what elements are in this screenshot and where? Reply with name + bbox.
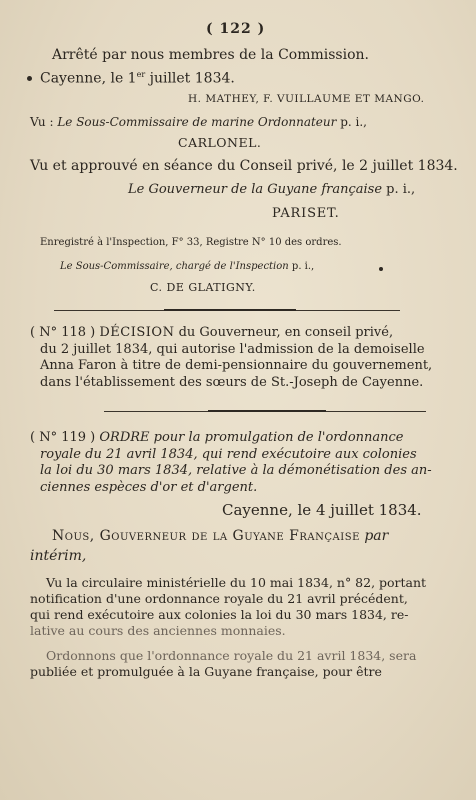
arrete-date-sup: er	[136, 70, 146, 79]
ordre-119-line: royale du 21 avril 1834, qui rend exécutoire aux colonies	[40, 446, 417, 462]
vu-label: Vu :	[30, 115, 54, 129]
separator-rule	[326, 411, 426, 412]
arrete-date	[40, 71, 235, 86]
decision-118-line1: du Gouverneur, en conseil privé,	[174, 325, 394, 340]
separator-rule	[208, 410, 326, 412]
arrete-line: Arrêté par nous membres de la Commission.	[52, 47, 369, 63]
governor-title: Le Gouverneur de la Guyane française	[128, 182, 383, 197]
separator-rule	[54, 310, 164, 311]
arrete-signatories: H. MATHEY, F. VUILLAUME ET MANGO.	[188, 93, 425, 105]
body-line: qui rend exécutoire aux colonies la loi du 30 mars 1834, re-	[30, 607, 409, 622]
ordre-119-line: la loi du 30 mars 1834, relative à la démonétisation des an-	[40, 463, 432, 478]
vu-role-tail: p. i.,	[336, 115, 367, 129]
ink-spot	[27, 76, 32, 81]
decision-118-line: Anna Faron à titre de demi-pensionnaire du gouvernement,	[40, 358, 433, 373]
ordre-119-date: Cayenne, le 4 juillet 1834.	[222, 501, 422, 519]
governor-name: PARISET.	[272, 206, 340, 221]
ordre-119-line: ciennes espèces d'or et d'argent.	[40, 479, 258, 495]
registration-role: Le Sous-Commissaire, chargé de l'Inspection	[60, 261, 289, 272]
ordre-119-number: ( N° 119 )	[30, 430, 96, 445]
registration-role-tail: p. i.,	[288, 261, 315, 272]
separator-rule	[104, 411, 208, 412]
nous-line	[52, 529, 388, 543]
body-paragraph-2	[30, 648, 462, 680]
decision-118-number: ( N° 118 )	[30, 325, 96, 340]
governor-tail: p. i.,	[382, 182, 416, 197]
decision-118-line: du 2 juillet 1834, qui autorise l'admission de la demoiselle	[40, 341, 425, 357]
interim-text: intérim,	[30, 548, 87, 564]
interim-line	[30, 549, 86, 563]
body-line: Vu la circulaire ministérielle du 10 mai 1834, n° 82, portant	[46, 575, 427, 590]
registration-role-line	[60, 262, 314, 272]
arrete-date-prefix: Cayenne, le 1	[40, 70, 137, 87]
nous-text: Nous, Gouverneur de la Guyane Française	[52, 528, 360, 544]
separator-rule	[164, 309, 296, 311]
body-line: notification d'une ordonnance royale du 21 avril précédent,	[30, 591, 408, 606]
body-line: lative au cours des anciennes monnaies.	[30, 623, 286, 638]
ordre-119-line	[30, 430, 462, 447]
separator-rule	[296, 310, 400, 311]
decision-118-line: dans l'établissement des sœurs de St.-Joseph de Cayenne.	[40, 374, 424, 390]
page-number: ( 122 )	[206, 21, 266, 37]
vu-name: CARLONEL.	[178, 135, 262, 150]
arrete-date-suffix: juillet 1834.	[145, 70, 235, 87]
registration-name: C. DE GLATIGNY.	[150, 281, 256, 294]
approval-text: Vu et approuvé en séance du Conseil privé, le 2 juillet 1834.	[30, 158, 458, 174]
body-line: publiée et promulguée à la Guyane française, pour être	[30, 664, 382, 679]
vu-line	[30, 116, 367, 128]
governor-line	[128, 183, 415, 196]
decision-118-heading: DÉCISION	[99, 325, 175, 340]
nous-tail: par	[359, 528, 389, 544]
decision-118-line	[30, 325, 462, 342]
body-line: Ordonnons que l'ordonnance royale du 21 avril 1834, sera	[46, 648, 417, 663]
ink-spot	[379, 267, 383, 271]
registration-text: Enregistré à l'Inspection, F° 33, Registre N° 10 des ordres.	[40, 237, 342, 248]
decision-118	[30, 325, 462, 391]
ordre-119-line1: pour la promulgation de l'ordonnance	[149, 430, 404, 445]
body-paragraph-1	[30, 575, 462, 639]
ordre-119	[30, 430, 462, 496]
ordre-119-heading: ORDRE	[99, 430, 150, 445]
vu-role: Le Sous-Commissaire de marine Ordonnateur	[57, 115, 337, 129]
